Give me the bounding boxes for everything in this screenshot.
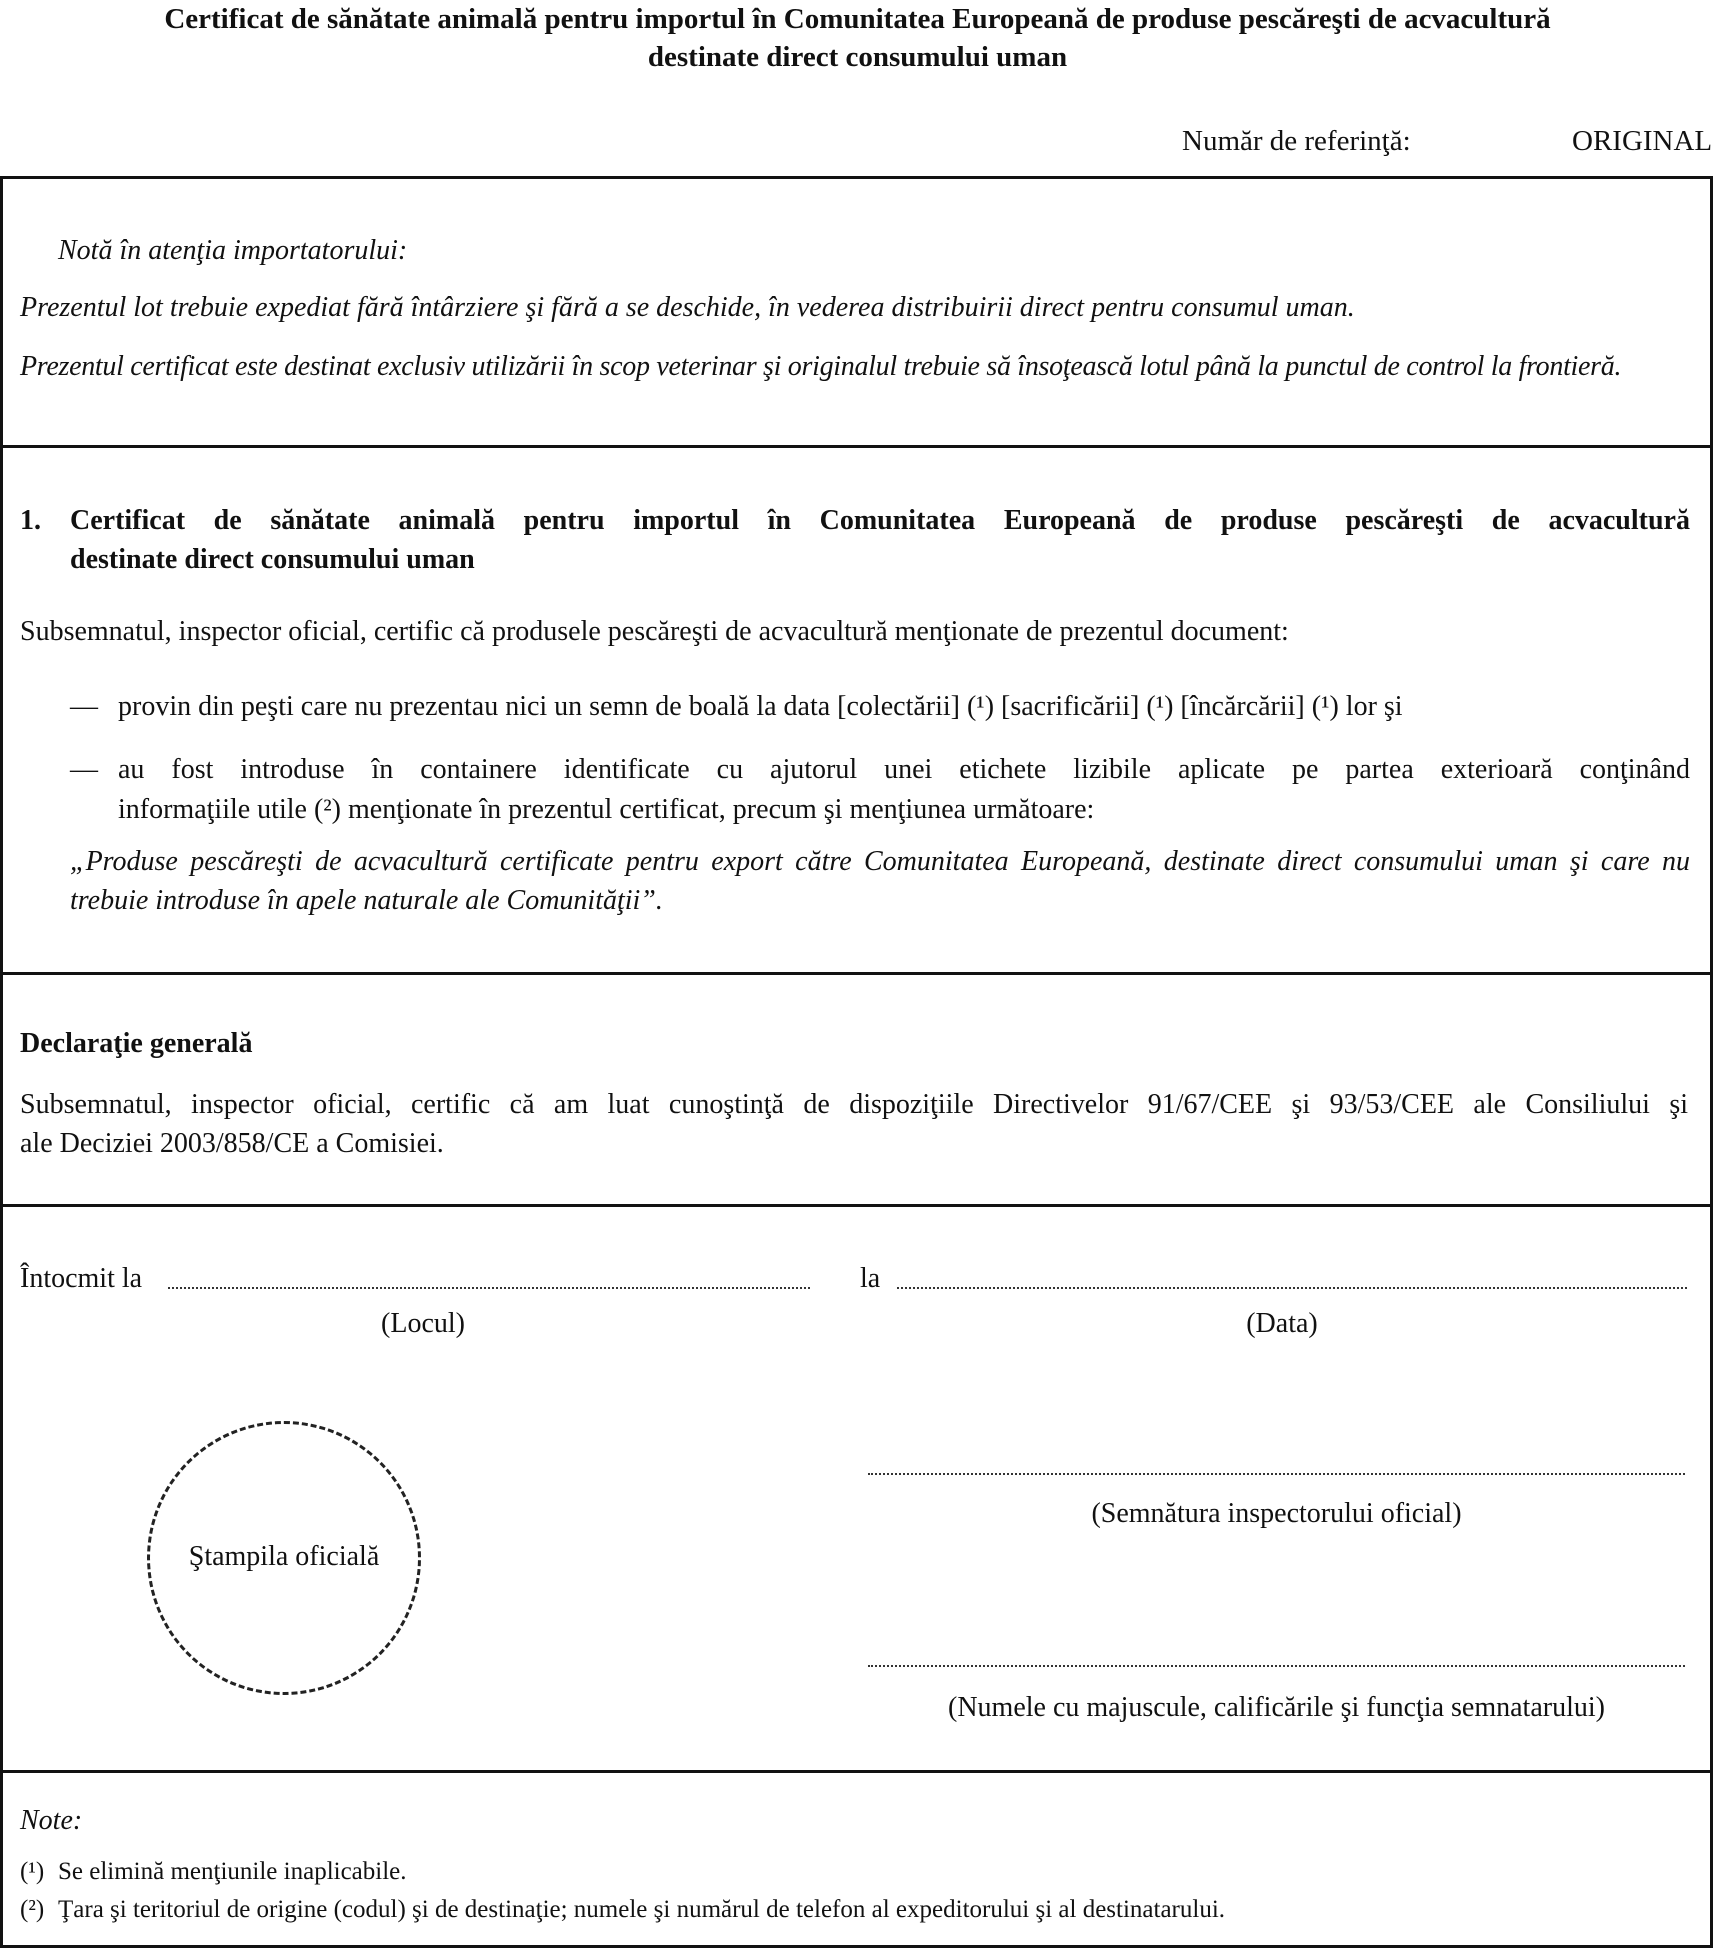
official-stamp-label: Ştampila oficială <box>188 1541 380 1572</box>
section-divider <box>0 1770 1713 1773</box>
signature-caption: (Semnătura inspectorului oficial) <box>1091 1498 1462 1529</box>
reference-number-label: Număr de referinţă: <box>1182 125 1411 157</box>
certificate-title <box>60 0 1655 76</box>
section-divider <box>0 445 1713 448</box>
section1-bullet2-line2: informaţiile utile (²) menţionate în prezentul certificat, precum şi menţiunea următoare: <box>118 794 1095 825</box>
section1-number: 1. <box>20 505 41 536</box>
general-declaration-line2: ale Deciziei 2003/858/CE a Comisiei. <box>20 1128 444 1159</box>
signature-dotted-line <box>868 1473 1685 1475</box>
bullet-dash: — <box>70 754 98 785</box>
note1-text: Se elimină menţiunile inaplicabile. <box>58 1858 407 1885</box>
section1-quote-line2: trebuie introduse în apele naturale ale Comunităţii”. <box>70 885 663 916</box>
place-dotted-line <box>168 1287 810 1289</box>
date-prefix-label: la <box>860 1263 881 1294</box>
section1-bullet2-line1: au fost introduse în containere identificate cu ajutorul unei etichete lizibile aplicate pe partea exterioară conţinând <box>118 754 1690 785</box>
section-divider <box>0 1204 1713 1207</box>
certificate-title-line2: destinate direct consumului uman <box>647 41 1068 73</box>
note1-marker: (¹) <box>20 1858 45 1885</box>
general-declaration-heading: Declaraţie generală <box>20 1028 253 1059</box>
section1-intro: Subsemnatul, inspector oficial, certific că produsele pescăreşti de acvacultură menţionate de prezentul document: <box>20 616 1289 647</box>
section1-title-line1: Certificat de sănătate animală pentru importul în Comunitatea Europeană de produse pescăreşti de acvacultură <box>70 505 1690 536</box>
reference-number-value: ORIGINAL <box>1572 125 1713 157</box>
section-divider <box>0 972 1713 975</box>
note2-marker: (²) <box>20 1896 45 1923</box>
section1-quote-line1: „Produse pescăreşti de acvacultură certificate pentru export către Comunitatea Europeană, destinate direct consumului uman şi care nu <box>70 846 1690 877</box>
name-dotted-line <box>868 1665 1685 1667</box>
importer-note-heading: Notă în atenţia importatorului: <box>58 235 408 266</box>
importer-note-line1: Prezentul lot trebuie expediat fără întârziere şi fără a se deschide, în vederea distribuirii direct pentru consumul uman. <box>20 292 1355 323</box>
place-caption: (Locul) <box>381 1308 465 1339</box>
notes-heading: Note: <box>20 1805 83 1836</box>
section1-bullet1: provin din peşti care nu prezentau nici un semn de boală la data [colectării] (¹) [sacrificării] (¹) [încărcării] (¹) lor şi <box>118 691 1403 722</box>
note2-text: Ţara şi teritoriul de origine (codul) şi de destinaţie; numele şi numărul de telefon al expeditorului şi al destinatarului. <box>58 1896 1226 1923</box>
date-dotted-line <box>897 1287 1687 1289</box>
name-caption: (Numele cu majuscule, calificările şi funcţia semnatarului) <box>948 1692 1605 1723</box>
certificate-title-line1: Certificat de sănătate animală pentru importul în Comunitatea Europeană de produse pescăreşti de acvacultură <box>164 3 1551 35</box>
general-declaration-line1: Subsemnatul, inspector oficial, certific că am luat cunoştinţă de dispoziţiile Directivelor 91/67/CEE şi 93/53/CEE ale Consiliului şi <box>20 1089 1688 1120</box>
made-at-label: Întocmit la <box>20 1263 143 1294</box>
importer-note-line2: Prezentul certificat este destinat exclusiv utilizării în scop veterinar şi originalul trebuie să însoţească lotul până la punctul de control la frontieră. <box>20 351 1622 382</box>
section1-title-line2: destinate direct consumului uman <box>70 544 475 575</box>
date-caption: (Data) <box>1246 1308 1318 1339</box>
bullet-dash: — <box>70 691 98 722</box>
